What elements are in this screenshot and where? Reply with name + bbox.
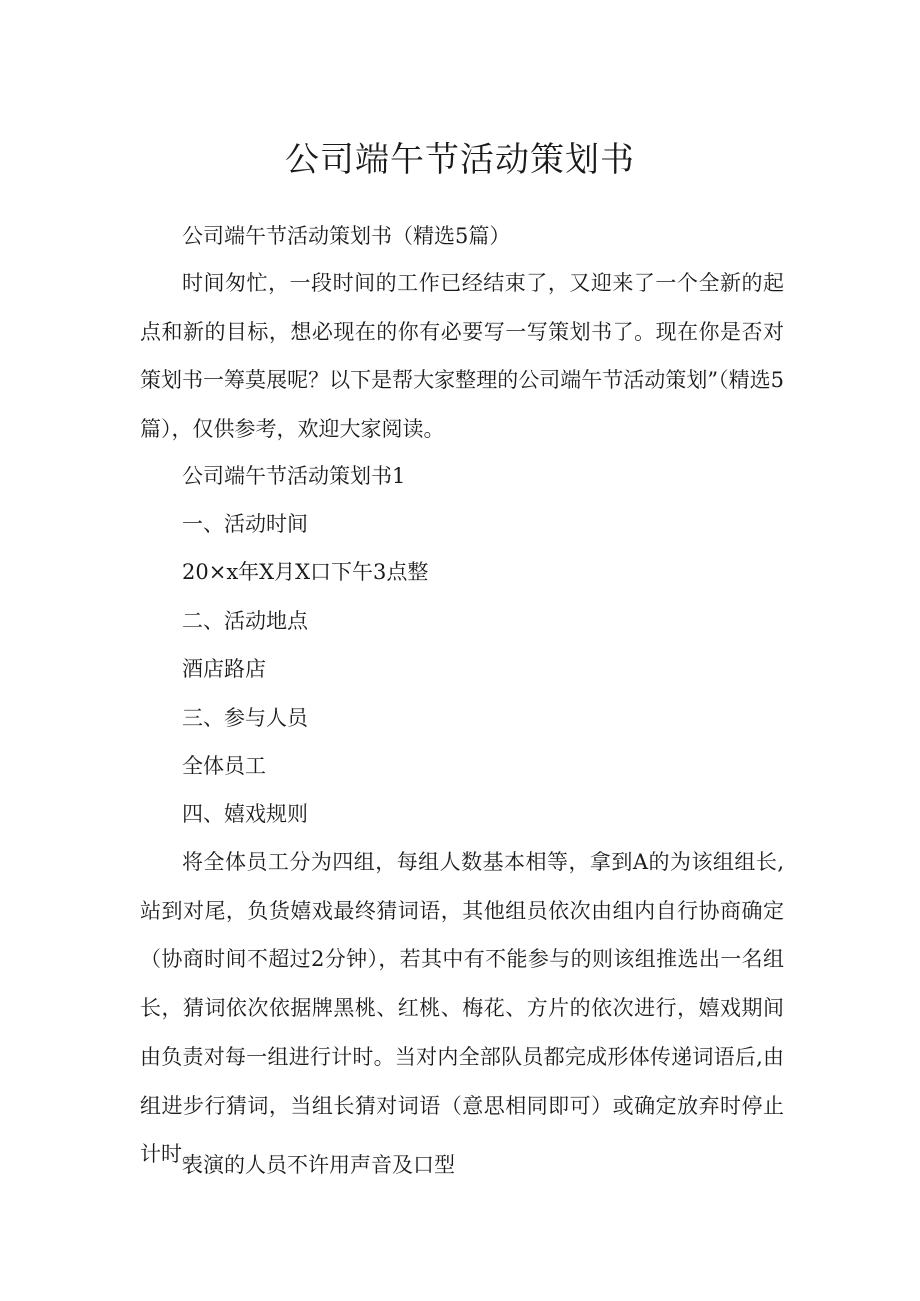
document-title: 公司端午节活动策划书 [285, 140, 635, 180]
document-subtitle: 公司端午节活动策划书（精选5篇） [182, 224, 511, 248]
content-participants: 全体员工 [182, 754, 266, 778]
section-title: 公司端午节活动策划书1 [182, 464, 406, 488]
last-line: 表演的人员不许用声音及口型 [182, 1153, 455, 1177]
intro-paragraph: 时间匆忙，一段时间的工作已经结束了，又迎来了一个全新的起点和新的目标，想必现在的你有必要写一写策划书了。现在你是否对策划书一筹莫展呢？以下是帮大家整理的公司端午节活动策划”（精选5篇），仅供参考，欢迎大家阅读。 [140, 271, 784, 442]
heading-participants: 三、参与人员 [182, 706, 308, 730]
rules-paragraph: 将全体员工分为四组，每组人数基本相等，拿到A的为该组组长,站到对尾，负货嬉戏最终猜词语，其他组员依次由组内自行协商确定（协商时间不超过2分钟），若其中有不能参与的则该组推选出一名组长，猜词依次依据牌黑桃、红桃、梅花、方片的依次进行，嬉戏期间由负责对每一组进行计时。当对内全部队员都完成形体传递词语后,由组进步行猜词，当组长猜对词语（意思相同即可）或确定放弃时停止计时。 [140, 850, 784, 1167]
content-activity-location: 酒店路店 [182, 657, 266, 681]
content-activity-time: 20×x年X月X口下午3点整 [182, 560, 429, 584]
heading-activity-location: 二、活动地点 [182, 609, 308, 633]
heading-game-rules: 四、嬉戏规则 [182, 802, 308, 826]
heading-activity-time: 一、活动时间 [182, 512, 308, 536]
